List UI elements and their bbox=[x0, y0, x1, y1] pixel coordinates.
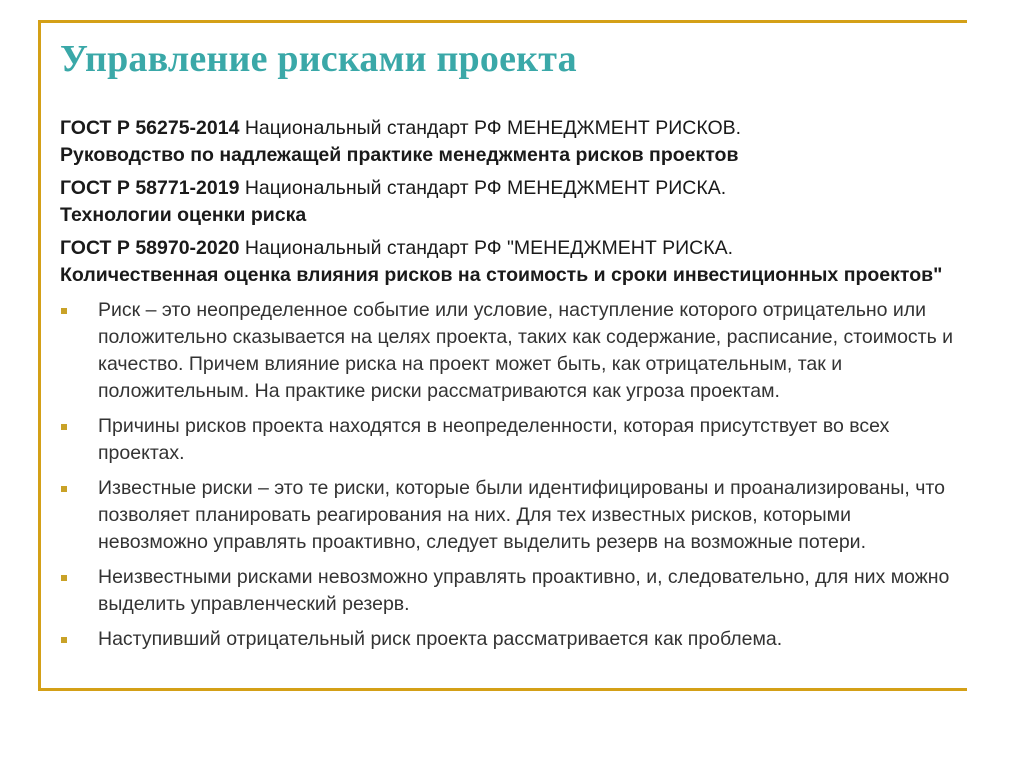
bullet-list bbox=[60, 297, 960, 653]
standard-item bbox=[60, 175, 960, 229]
standard-code: ГОСТ Р 58771-2019 bbox=[60, 177, 240, 199]
bullet-text: Наступивший отрицательный риск проекта рассматривается как проблема. bbox=[98, 628, 783, 650]
standard-code: ГОСТ Р 56275-2014 bbox=[60, 117, 240, 139]
bullet-text: Известные риски – это те риски, которые были идентифицированы и проанализированы, что позволяет планировать реагирования на них. Для тех известных рисков, которыми невозможно управлять проактивно, следует выделить резерв на возможные потери. bbox=[98, 477, 945, 553]
standard-subtitle: Руководство по надлежащей практике менеджмента рисков проектов bbox=[60, 144, 739, 166]
bullet-item bbox=[60, 564, 960, 618]
slide-content bbox=[60, 115, 960, 653]
frame-top-line bbox=[38, 20, 967, 23]
bullet-item bbox=[60, 626, 960, 653]
square-bullet-icon bbox=[61, 424, 67, 430]
standard-subtitle: Количественная оценка влияния рисков на стоимость и сроки инвестиционных проектов" bbox=[60, 264, 943, 286]
frame-left-line bbox=[38, 20, 41, 689]
bullet-item bbox=[60, 413, 960, 467]
bullet-text: Неизвестными рисками невозможно управлять проактивно, и, следовательно, для них можно выделить управленческий резерв. bbox=[98, 566, 950, 615]
standard-code: ГОСТ Р 58970-2020 bbox=[60, 237, 240, 259]
standard-description: Национальный стандарт РФ "МЕНЕДЖМЕНТ РИСКА. bbox=[239, 237, 734, 259]
square-bullet-icon bbox=[61, 575, 67, 581]
standard-description: Национальный стандарт РФ МЕНЕДЖМЕНТ РИСКА. bbox=[239, 177, 727, 199]
standard-item bbox=[60, 115, 960, 169]
frame-bottom-line bbox=[38, 688, 967, 691]
standard-description: Национальный стандарт РФ МЕНЕДЖМЕНТ РИСКОВ. bbox=[239, 117, 742, 139]
bullet-item bbox=[60, 297, 960, 405]
standard-item bbox=[60, 235, 960, 289]
bullet-text: Причины рисков проекта находятся в неопределенности, которая присутствует во всех проектах. bbox=[98, 415, 890, 464]
square-bullet-icon bbox=[61, 637, 67, 643]
square-bullet-icon bbox=[61, 486, 67, 492]
bullet-item bbox=[60, 475, 960, 556]
square-bullet-icon bbox=[61, 308, 67, 314]
standard-subtitle: Технологии оценки риска bbox=[60, 204, 307, 226]
slide-title: Управление рисками проекта bbox=[60, 38, 577, 80]
bullet-text: Риск – это неопределенное событие или условие, наступление которого отрицательно или положительно сказывается на целях проекта, таких как содержание, расписание, стоимость и качество. Причем влияние риска на проект может быть, как отрицательным, так и положительным. На практике риски рассматриваются как угроза проектам. bbox=[98, 299, 954, 402]
